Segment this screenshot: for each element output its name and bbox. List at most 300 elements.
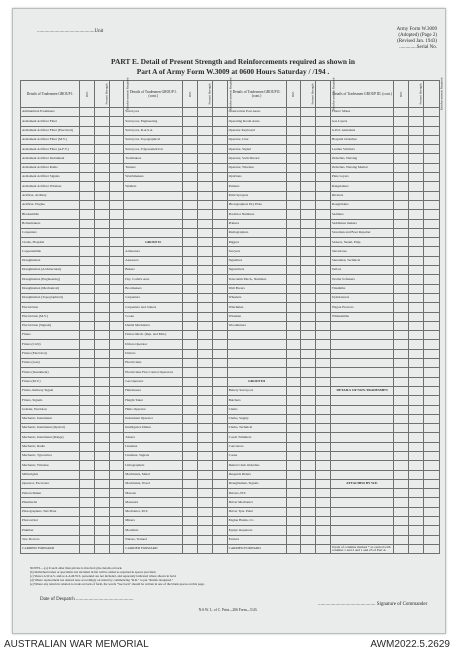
entry-cell[interactable] xyxy=(80,498,95,507)
entry-cell[interactable] xyxy=(212,359,227,368)
entry-cell[interactable] xyxy=(198,414,213,423)
entry-cell[interactable] xyxy=(198,321,213,330)
entry-cell[interactable] xyxy=(316,182,331,191)
entry-cell[interactable] xyxy=(80,117,95,126)
entry-cell[interactable] xyxy=(286,498,301,507)
entry-cell[interactable] xyxy=(423,396,439,405)
entry-cell[interactable] xyxy=(409,182,424,191)
entry-cell[interactable] xyxy=(212,173,227,182)
entry-cell[interactable] xyxy=(183,163,198,172)
entry-cell[interactable] xyxy=(198,386,213,395)
entry-cell[interactable] xyxy=(212,238,227,247)
entry-cell[interactable] xyxy=(198,507,213,516)
entry-cell[interactable] xyxy=(109,377,124,386)
entry-cell[interactable] xyxy=(286,163,301,172)
entry-cell[interactable] xyxy=(301,377,316,386)
entry-cell[interactable] xyxy=(94,145,109,154)
entry-cell[interactable] xyxy=(301,433,316,442)
entry-cell[interactable] xyxy=(183,424,198,433)
entry-cell[interactable] xyxy=(423,126,439,135)
entry-cell[interactable] xyxy=(212,331,227,340)
entry-cell[interactable] xyxy=(94,321,109,330)
entry-cell[interactable] xyxy=(94,238,109,247)
entry-cell[interactable] xyxy=(423,219,439,228)
entry-cell[interactable] xyxy=(423,442,439,451)
entry-cell[interactable] xyxy=(80,479,95,488)
entry-cell[interactable] xyxy=(94,349,109,358)
entry-cell[interactable] xyxy=(409,451,424,460)
entry-cell[interactable] xyxy=(80,331,95,340)
entry-cell[interactable] xyxy=(394,377,409,386)
entry-cell[interactable] xyxy=(409,173,424,182)
entry-cell[interactable] xyxy=(198,163,213,172)
entry-cell[interactable] xyxy=(94,312,109,321)
entry-cell[interactable] xyxy=(198,517,213,526)
entry-cell[interactable] xyxy=(409,117,424,126)
entry-cell[interactable] xyxy=(286,117,301,126)
entry-cell[interactable] xyxy=(394,535,409,544)
entry-cell[interactable] xyxy=(394,126,409,135)
entry-cell[interactable] xyxy=(301,117,316,126)
entry-cell[interactable] xyxy=(286,191,301,200)
entry-cell[interactable] xyxy=(109,117,124,126)
entry-cell[interactable] xyxy=(301,182,316,191)
entry-cell[interactable] xyxy=(212,312,227,321)
entry-cell[interactable] xyxy=(94,228,109,237)
entry-cell[interactable] xyxy=(109,359,124,368)
entry-cell[interactable] xyxy=(409,191,424,200)
entry-cell[interactable] xyxy=(183,517,198,526)
entry-cell[interactable] xyxy=(301,228,316,237)
entry-cell[interactable] xyxy=(94,479,109,488)
entry-cell[interactable] xyxy=(198,173,213,182)
entry-cell[interactable] xyxy=(301,219,316,228)
entry-cell[interactable] xyxy=(109,154,124,163)
entry-cell[interactable] xyxy=(423,293,439,302)
entry-cell[interactable] xyxy=(212,126,227,135)
entry-cell[interactable] xyxy=(286,266,301,275)
entry-cell[interactable] xyxy=(109,108,124,117)
entry-cell[interactable] xyxy=(394,544,409,553)
entry-cell[interactable] xyxy=(301,173,316,182)
entry-cell[interactable] xyxy=(212,210,227,219)
entry-cell[interactable] xyxy=(94,266,109,275)
entry-cell[interactable] xyxy=(301,489,316,498)
entry-cell[interactable] xyxy=(394,284,409,293)
entry-cell[interactable] xyxy=(212,470,227,479)
entry-cell[interactable] xyxy=(80,489,95,498)
entry-cell[interactable] xyxy=(409,145,424,154)
entry-cell[interactable] xyxy=(301,526,316,535)
entry-cell[interactable] xyxy=(316,303,331,312)
entry-cell[interactable] xyxy=(80,461,95,470)
entry-cell[interactable] xyxy=(301,191,316,200)
entry-cell[interactable] xyxy=(198,266,213,275)
entry-cell[interactable] xyxy=(423,405,439,414)
entry-cell[interactable] xyxy=(423,498,439,507)
entry-cell[interactable] xyxy=(212,117,227,126)
entry-cell[interactable] xyxy=(301,238,316,247)
entry-cell[interactable] xyxy=(109,526,124,535)
entry-cell[interactable] xyxy=(316,451,331,460)
entry-cell[interactable] xyxy=(409,544,424,553)
entry-cell[interactable] xyxy=(198,331,213,340)
entry-cell[interactable] xyxy=(212,284,227,293)
entry-cell[interactable] xyxy=(183,126,198,135)
entry-cell[interactable] xyxy=(423,163,439,172)
entry-cell[interactable] xyxy=(80,517,95,526)
entry-cell[interactable] xyxy=(183,396,198,405)
entry-cell[interactable] xyxy=(183,145,198,154)
entry-cell[interactable] xyxy=(80,526,95,535)
entry-cell[interactable] xyxy=(183,489,198,498)
entry-cell[interactable] xyxy=(183,228,198,237)
entry-cell[interactable] xyxy=(301,303,316,312)
entry-cell[interactable] xyxy=(409,470,424,479)
entry-cell[interactable] xyxy=(286,507,301,516)
entry-cell[interactable] xyxy=(198,210,213,219)
entry-cell[interactable] xyxy=(212,544,227,553)
entry-cell[interactable] xyxy=(423,154,439,163)
entry-cell[interactable] xyxy=(286,173,301,182)
entry-cell[interactable] xyxy=(394,256,409,265)
entry-cell[interactable] xyxy=(183,386,198,395)
entry-cell[interactable] xyxy=(109,470,124,479)
entry-cell[interactable] xyxy=(212,489,227,498)
entry-cell[interactable] xyxy=(109,228,124,237)
entry-cell[interactable] xyxy=(183,219,198,228)
entry-cell[interactable] xyxy=(423,191,439,200)
entry-cell[interactable] xyxy=(409,266,424,275)
entry-cell[interactable] xyxy=(286,517,301,526)
entry-cell[interactable] xyxy=(109,507,124,516)
entry-cell[interactable] xyxy=(394,414,409,423)
entry-cell[interactable] xyxy=(286,238,301,247)
entry-cell[interactable] xyxy=(394,238,409,247)
entry-cell[interactable] xyxy=(183,331,198,340)
entry-cell[interactable] xyxy=(198,470,213,479)
entry-cell[interactable] xyxy=(409,275,424,284)
entry-cell[interactable] xyxy=(109,489,124,498)
entry-cell[interactable] xyxy=(409,442,424,451)
entry-cell[interactable] xyxy=(409,461,424,470)
entry-cell[interactable] xyxy=(286,340,301,349)
entry-cell[interactable] xyxy=(394,182,409,191)
entry-cell[interactable] xyxy=(94,396,109,405)
entry-cell[interactable] xyxy=(94,433,109,442)
entry-cell[interactable] xyxy=(94,535,109,544)
entry-cell[interactable] xyxy=(409,498,424,507)
entry-cell[interactable] xyxy=(316,331,331,340)
entry-cell[interactable] xyxy=(212,405,227,414)
entry-cell[interactable] xyxy=(198,359,213,368)
entry-cell[interactable] xyxy=(109,145,124,154)
entry-cell[interactable] xyxy=(423,470,439,479)
entry-cell[interactable] xyxy=(94,386,109,395)
entry-cell[interactable] xyxy=(286,219,301,228)
entry-cell[interactable] xyxy=(394,293,409,302)
entry-cell[interactable] xyxy=(423,173,439,182)
entry-cell[interactable] xyxy=(109,340,124,349)
entry-cell[interactable] xyxy=(394,173,409,182)
entry-cell[interactable] xyxy=(109,293,124,302)
entry-cell[interactable] xyxy=(80,266,95,275)
entry-cell[interactable] xyxy=(80,414,95,423)
entry-cell[interactable] xyxy=(301,256,316,265)
entry-cell[interactable] xyxy=(423,321,439,330)
entry-cell[interactable] xyxy=(286,414,301,423)
entry-cell[interactable] xyxy=(80,108,95,117)
entry-cell[interactable] xyxy=(109,349,124,358)
entry-cell[interactable] xyxy=(212,321,227,330)
entry-cell[interactable] xyxy=(286,535,301,544)
entry-cell[interactable] xyxy=(109,247,124,256)
entry-cell[interactable] xyxy=(80,405,95,414)
entry-cell[interactable] xyxy=(80,349,95,358)
entry-cell[interactable] xyxy=(198,479,213,488)
entry-cell[interactable] xyxy=(301,275,316,284)
entry-cell[interactable] xyxy=(409,340,424,349)
entry-cell[interactable] xyxy=(109,191,124,200)
entry-cell[interactable] xyxy=(316,108,331,117)
entry-cell[interactable] xyxy=(301,321,316,330)
entry-cell[interactable] xyxy=(301,126,316,135)
entry-cell[interactable] xyxy=(316,489,331,498)
entry-cell[interactable] xyxy=(80,154,95,163)
entry-cell[interactable] xyxy=(286,247,301,256)
entry-cell[interactable] xyxy=(94,219,109,228)
entry-cell[interactable] xyxy=(409,349,424,358)
entry-cell[interactable] xyxy=(423,312,439,321)
entry-cell[interactable] xyxy=(80,340,95,349)
entry-cell[interactable] xyxy=(198,135,213,144)
entry-cell[interactable] xyxy=(423,433,439,442)
entry-cell[interactable] xyxy=(394,135,409,144)
entry-cell[interactable] xyxy=(80,173,95,182)
entry-cell[interactable] xyxy=(80,396,95,405)
entry-cell[interactable] xyxy=(286,275,301,284)
entry-cell[interactable] xyxy=(394,526,409,535)
entry-cell[interactable] xyxy=(301,535,316,544)
entry-cell[interactable] xyxy=(109,284,124,293)
entry-cell[interactable] xyxy=(94,461,109,470)
entry-cell[interactable] xyxy=(394,424,409,433)
entry-cell[interactable] xyxy=(212,145,227,154)
entry-cell[interactable] xyxy=(423,200,439,209)
entry-cell[interactable] xyxy=(316,275,331,284)
entry-cell[interactable] xyxy=(198,126,213,135)
entry-cell[interactable] xyxy=(80,219,95,228)
entry-cell[interactable] xyxy=(94,191,109,200)
entry-cell[interactable] xyxy=(183,210,198,219)
entry-cell[interactable] xyxy=(286,479,301,488)
entry-cell[interactable] xyxy=(94,126,109,135)
entry-cell[interactable] xyxy=(394,442,409,451)
entry-cell[interactable] xyxy=(198,284,213,293)
entry-cell[interactable] xyxy=(409,377,424,386)
entry-cell[interactable] xyxy=(394,154,409,163)
entry-cell[interactable] xyxy=(301,405,316,414)
entry-cell[interactable] xyxy=(301,498,316,507)
entry-cell[interactable] xyxy=(394,507,409,516)
entry-cell[interactable] xyxy=(301,442,316,451)
entry-cell[interactable] xyxy=(80,442,95,451)
entry-cell[interactable] xyxy=(80,451,95,460)
entry-cell[interactable] xyxy=(80,424,95,433)
entry-cell[interactable] xyxy=(286,442,301,451)
entry-cell[interactable] xyxy=(394,331,409,340)
entry-cell[interactable] xyxy=(183,256,198,265)
entry-cell[interactable] xyxy=(301,368,316,377)
entry-cell[interactable] xyxy=(316,200,331,209)
entry-cell[interactable] xyxy=(286,424,301,433)
entry-cell[interactable] xyxy=(183,544,198,553)
entry-cell[interactable] xyxy=(409,368,424,377)
entry-cell[interactable] xyxy=(286,405,301,414)
entry-cell[interactable] xyxy=(409,359,424,368)
entry-cell[interactable] xyxy=(423,451,439,460)
entry-cell[interactable] xyxy=(316,191,331,200)
entry-cell[interactable] xyxy=(409,210,424,219)
entry-cell[interactable] xyxy=(394,396,409,405)
entry-cell[interactable] xyxy=(109,163,124,172)
entry-cell[interactable] xyxy=(409,228,424,237)
entry-cell[interactable] xyxy=(198,108,213,117)
entry-cell[interactable] xyxy=(301,331,316,340)
entry-cell[interactable] xyxy=(109,535,124,544)
entry-cell[interactable] xyxy=(394,368,409,377)
entry-cell[interactable] xyxy=(286,396,301,405)
entry-cell[interactable] xyxy=(198,424,213,433)
entry-cell[interactable] xyxy=(212,461,227,470)
entry-cell[interactable] xyxy=(183,200,198,209)
entry-cell[interactable] xyxy=(198,544,213,553)
entry-cell[interactable] xyxy=(394,479,409,488)
entry-cell[interactable] xyxy=(409,200,424,209)
entry-cell[interactable] xyxy=(212,275,227,284)
entry-cell[interactable] xyxy=(212,386,227,395)
entry-cell[interactable] xyxy=(109,135,124,144)
entry-cell[interactable] xyxy=(212,368,227,377)
entry-cell[interactable] xyxy=(286,433,301,442)
entry-cell[interactable] xyxy=(80,191,95,200)
entry-cell[interactable] xyxy=(212,266,227,275)
entry-cell[interactable] xyxy=(80,163,95,172)
entry-cell[interactable] xyxy=(423,526,439,535)
entry-cell[interactable] xyxy=(183,275,198,284)
entry-cell[interactable] xyxy=(94,293,109,302)
entry-cell[interactable] xyxy=(286,182,301,191)
entry-cell[interactable] xyxy=(212,303,227,312)
entry-cell[interactable] xyxy=(316,470,331,479)
entry-cell[interactable] xyxy=(212,396,227,405)
entry-cell[interactable] xyxy=(183,191,198,200)
entry-cell[interactable] xyxy=(394,340,409,349)
entry-cell[interactable] xyxy=(409,405,424,414)
entry-cell[interactable] xyxy=(80,535,95,544)
entry-cell[interactable] xyxy=(109,386,124,395)
entry-cell[interactable] xyxy=(286,200,301,209)
entry-cell[interactable] xyxy=(94,451,109,460)
entry-cell[interactable] xyxy=(394,433,409,442)
entry-cell[interactable] xyxy=(423,331,439,340)
entry-cell[interactable] xyxy=(394,312,409,321)
entry-cell[interactable] xyxy=(183,535,198,544)
entry-cell[interactable] xyxy=(80,293,95,302)
entry-cell[interactable] xyxy=(409,163,424,172)
entry-cell[interactable] xyxy=(94,405,109,414)
entry-cell[interactable] xyxy=(198,117,213,126)
entry-cell[interactable] xyxy=(183,359,198,368)
entry-cell[interactable] xyxy=(80,377,95,386)
entry-cell[interactable] xyxy=(316,498,331,507)
entry-cell[interactable] xyxy=(301,340,316,349)
entry-cell[interactable] xyxy=(94,284,109,293)
entry-cell[interactable] xyxy=(109,303,124,312)
entry-cell[interactable] xyxy=(301,247,316,256)
entry-cell[interactable] xyxy=(394,451,409,460)
entry-cell[interactable] xyxy=(80,275,95,284)
entry-cell[interactable] xyxy=(286,451,301,460)
entry-cell[interactable] xyxy=(183,284,198,293)
entry-cell[interactable] xyxy=(394,517,409,526)
entry-cell[interactable] xyxy=(212,219,227,228)
entry-cell[interactable] xyxy=(409,433,424,442)
entry-cell[interactable] xyxy=(212,498,227,507)
entry-cell[interactable] xyxy=(423,266,439,275)
entry-cell[interactable] xyxy=(80,256,95,265)
entry-cell[interactable] xyxy=(394,228,409,237)
entry-cell[interactable] xyxy=(109,331,124,340)
entry-cell[interactable] xyxy=(183,108,198,117)
entry-cell[interactable] xyxy=(183,247,198,256)
entry-cell[interactable] xyxy=(286,349,301,358)
entry-cell[interactable] xyxy=(80,303,95,312)
entry-cell[interactable] xyxy=(394,275,409,284)
entry-cell[interactable] xyxy=(316,479,331,488)
entry-cell[interactable] xyxy=(301,135,316,144)
entry-cell[interactable] xyxy=(94,498,109,507)
entry-cell[interactable] xyxy=(409,247,424,256)
entry-cell[interactable] xyxy=(286,135,301,144)
entry-cell[interactable] xyxy=(80,507,95,516)
entry-cell[interactable] xyxy=(409,535,424,544)
entry-cell[interactable] xyxy=(198,191,213,200)
entry-cell[interactable] xyxy=(286,470,301,479)
entry-cell[interactable] xyxy=(286,377,301,386)
entry-cell[interactable] xyxy=(301,461,316,470)
entry-cell[interactable] xyxy=(423,117,439,126)
entry-cell[interactable] xyxy=(212,108,227,117)
entry-cell[interactable] xyxy=(301,284,316,293)
entry-cell[interactable] xyxy=(94,163,109,172)
entry-cell[interactable] xyxy=(394,117,409,126)
entry-cell[interactable] xyxy=(301,163,316,172)
entry-cell[interactable] xyxy=(301,210,316,219)
entry-cell[interactable] xyxy=(94,331,109,340)
entry-cell[interactable] xyxy=(94,470,109,479)
entry-cell[interactable] xyxy=(80,126,95,135)
entry-cell[interactable] xyxy=(212,442,227,451)
entry-cell[interactable] xyxy=(212,340,227,349)
entry-cell[interactable] xyxy=(409,507,424,516)
entry-cell[interactable] xyxy=(394,489,409,498)
entry-cell[interactable] xyxy=(301,424,316,433)
entry-cell[interactable] xyxy=(286,312,301,321)
entry-cell[interactable] xyxy=(212,256,227,265)
entry-cell[interactable] xyxy=(80,386,95,395)
entry-cell[interactable] xyxy=(316,405,331,414)
